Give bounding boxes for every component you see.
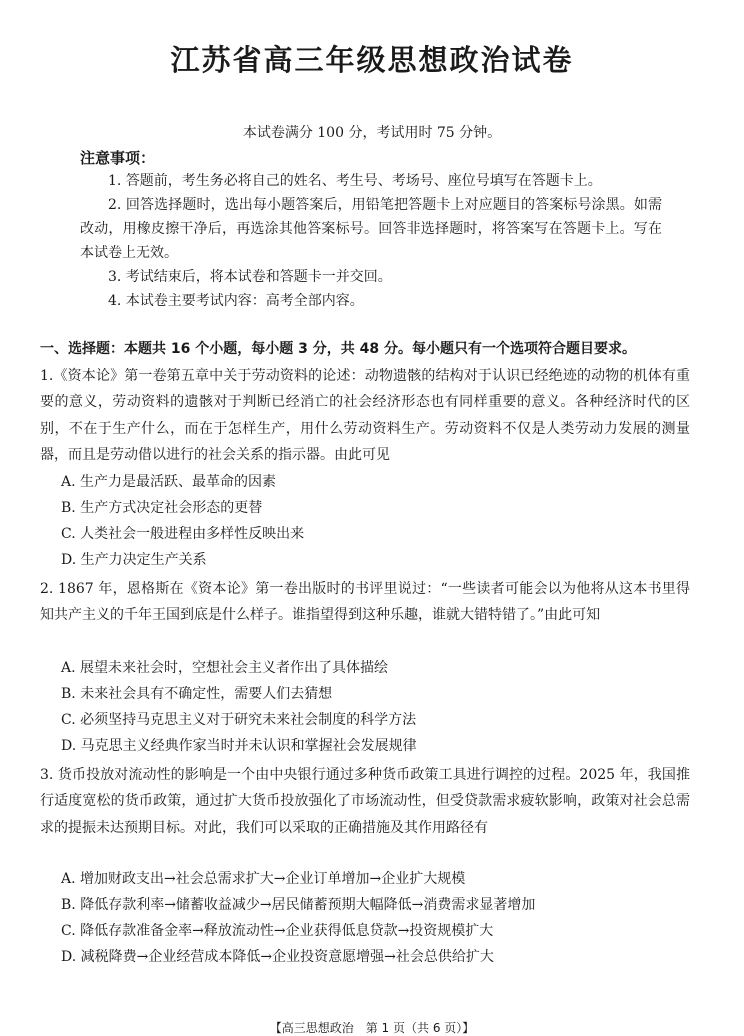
answer-option: A. 生产力是最活跃、最革命的因素 xyxy=(61,474,277,490)
answer-option: B. 降低存款利率→储蓄收益减少→居民储蓄预期大幅降低→消费需求显著增加 xyxy=(61,897,536,913)
answer-option: D. 减税降费→企业经营成本降低→企业投资意愿增强→社会总供给扩大 xyxy=(61,949,494,965)
answer-option: B. 生产方式决定社会形态的更替 xyxy=(61,500,263,516)
question-stem: 3. 货币投放对流动性的影响是一个由中央银行通过多种货币政策工具进行调控的过程。2025 年，我国推行适度宽松的货币政策，通过扩大货币投放强化了市场流动性，但受贷款需求疲软影响，政策对社会总需求的提振未达预期目标。对此，我们可以采取的正确措施及其作用路径有 xyxy=(40,767,690,836)
answer-option: B. 未来社会具有不确定性，需要人们去猜想 xyxy=(61,686,333,702)
question-stem: 2. 1867 年，恩格斯在《资本论》第一卷出版时的书评里说过：“一些读者可能会以为他将从这本书里得知共产主义的千年王国到底是什么样子。谁指望得到这种乐趣，谁就大错特错了。”由此可知 xyxy=(40,581,690,624)
question-stem: 1.《资本论》第一卷第五章中关于劳动资料的论述：动物遗骸的结构对于认识已经绝迹的动物的机体有重要的意义，劳动资料的遗骸对于判断已经消亡的社会经济形态也有同样重要的意义。各种经济时代的区别，不在于生产什么，而在于怎样生产，用什么劳动资料生产。劳动资料不仅是人类劳动力发展的测量器，而且是劳动借以进行的社会关系的指示器。由此可见 xyxy=(40,368,690,463)
answer-option: D. 马克思主义经典作家当时并未认识和掌握社会发展规律 xyxy=(61,738,417,754)
notice-item: 1. 答题前，考生务必将自己的姓名、考生号、考场号、座位号填写在答题卡上。 xyxy=(108,173,602,189)
answer-option: C. 必须坚持马克思主义对于研究未来社会制度的科学方法 xyxy=(61,712,417,728)
section-heading: 一、选择题：本题共 16 个小题，每小题 3 分，共 48 分。每小题只有一个选项符合题目要求。 xyxy=(40,341,636,357)
answer-option: C. 降低存款准备金率→释放流动性→企业获得低息贷款→投资规模扩大 xyxy=(61,923,494,939)
answer-option: C. 人类社会一般进程由多样性反映出来 xyxy=(61,526,305,542)
notice-item: 4. 本试卷主要考试内容：高考全部内容。 xyxy=(108,293,364,309)
notice-item: 2. 回答选择题时，选出每小题答案后，用铅笔把答题卡上对应题目的答案标号涂黑。如需改动，用橡皮擦干净后，再选涂其他答案标号。回答非选择题时，将答案写在答题卡上。写在本试卷上无效。 xyxy=(80,197,662,261)
page-title: 江苏省高三年级思想政治试卷 xyxy=(170,43,574,77)
page-footer: 【高三思想政治 第 1 页（共 6 页）】 xyxy=(269,1021,475,1035)
answer-option: D. 生产力决定生产关系 xyxy=(61,552,207,568)
answer-option: A. 展望未来社会时，空想社会主义者作出了具体描绘 xyxy=(61,660,389,676)
answer-option: A. 增加财政支出→社会总需求扩大→企业订单增加→企业扩大规模 xyxy=(61,871,466,887)
exam-info: 本试卷满分 100 分，考试用时 75 分钟。 xyxy=(242,125,502,141)
notice-heading: 注意事项： xyxy=(80,149,156,167)
notice-item: 3. 考试结束后，将本试卷和答题卡一并交回。 xyxy=(108,269,392,285)
